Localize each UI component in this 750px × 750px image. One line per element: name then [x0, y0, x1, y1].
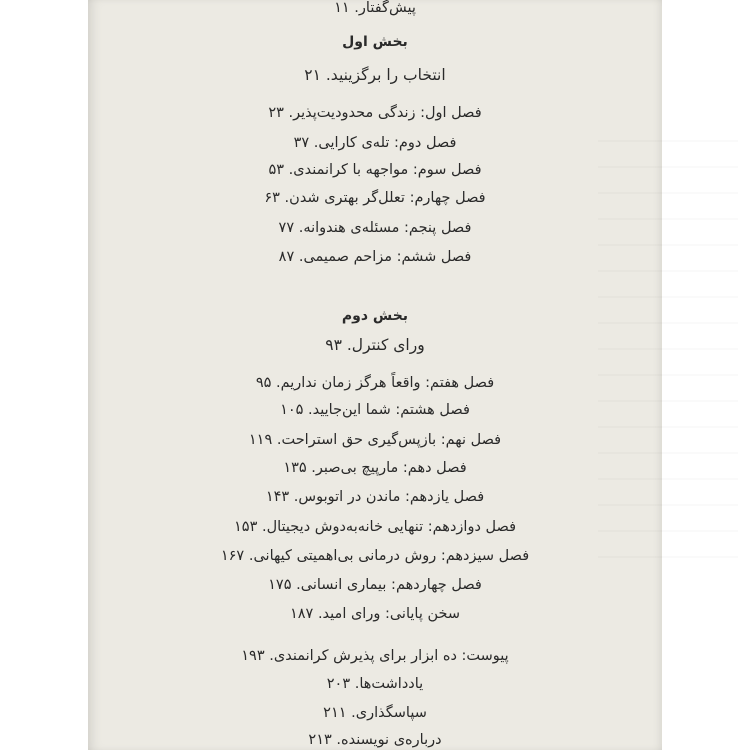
toc-chapter: فصل ششم: مزاحم صمیمی. ۸۷ — [278, 249, 472, 265]
toc-chapter: فصل پنجم: مسئله‌ی هندوانه. ۷۷ — [278, 220, 472, 236]
toc-chapter: فصل یازدهم: ماندن در اتوبوس. ۱۴۳ — [265, 489, 485, 505]
part1-heading: بخش اول — [342, 34, 408, 50]
part1-title: انتخاب را برگزینید. ۲۱ — [304, 66, 446, 84]
notes-entry: یادداشت‌ها. ۲۰۳ — [326, 676, 424, 692]
toc-chapter: فصل دهم: مارپیچ بی‌صبر. ۱۳۵ — [283, 460, 467, 476]
closing-words-entry: سخن پایانی: ورای امید. ۱۸۷ — [289, 606, 461, 622]
about-author-entry: درباره‌ی نویسنده. ۲۱۳ — [308, 732, 442, 748]
toc-chapter: فصل دوم: تله‌ی کارایی. ۳۷ — [293, 135, 457, 151]
toc-chapter: فصل هفتم: واقعاً هرگز زمان نداریم. ۹۵ — [255, 375, 495, 391]
toc-chapter: فصل سیزدهم: روش درمانی بی‌اهمیتی کیهانی. ۱۶۷ — [220, 548, 530, 564]
toc-chapter: فصل هشتم: شما این‌جایید. ۱۰۵ — [280, 402, 470, 418]
toc-chapter: فصل چهارم: تعلل‌گر بهتری شدن. ۶۳ — [264, 190, 486, 206]
toc-chapter: فصل دوازدهم: تنهایی خانه‌به‌دوش دیجیتال. ۱۵۳ — [234, 519, 516, 535]
toc-chapter: فصل اول: زندگی محدودیت‌پذیر. ۲۳ — [268, 105, 482, 121]
toc-chapter: فصل چهاردهم: بیماری انسانی. ۱۷۵ — [268, 577, 482, 593]
part2-title: ورای کنترل. ۹۳ — [325, 336, 425, 354]
preface-entry: پیش‌گفتار. ۱۱ — [334, 0, 416, 16]
toc-chapter: فصل نهم: بازپس‌گیری حق استراحت. ۱۱۹ — [248, 432, 502, 448]
appendix-entry: پیوست: ده ابزار برای پذیرش کرانمندی. ۱۹۳ — [241, 648, 509, 664]
book-page — [88, 0, 662, 750]
acknowledgments-entry: سپاسگذاری. ۲۱۱ — [323, 705, 427, 721]
toc-chapter: فصل سوم: مواجهه با کرانمندی. ۵۳ — [268, 162, 482, 178]
part2-heading: بخش دوم — [341, 308, 409, 324]
